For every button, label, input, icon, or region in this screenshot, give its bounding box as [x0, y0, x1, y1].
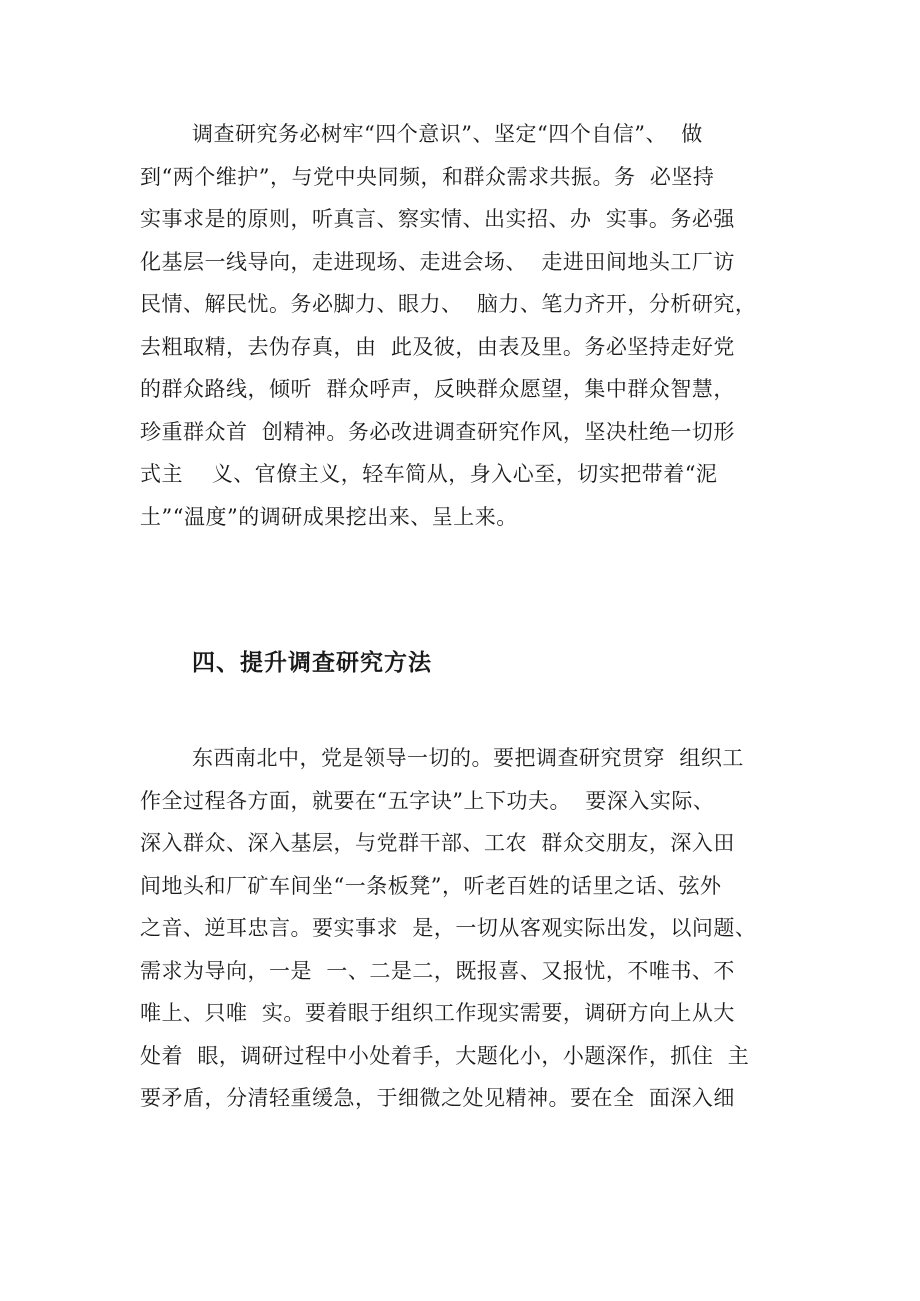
paragraph-line: 之音、逆耳忠言。要实事求 是，一切从客观实际出发，以问题、 [140, 916, 757, 940]
paragraph-line: 珍重群众首 创精神。务必改进调查研究作风，坚决杜绝一切形 [140, 419, 735, 444]
paragraph-line: 间地头和厂矿车间坐“一条板凳”，听老百姓的话里之话、弦外 [140, 873, 722, 898]
paragraph-line: 调查研究务必树牢“四个意识”、坚定“四个自信”、 做 [192, 122, 703, 146]
section-heading: 四、提升调查研究方法 [192, 650, 432, 676]
paragraph-line: 的群众路线，倾听 群众呼声，反映群众愿望，集中群众智慧， [140, 377, 735, 401]
paragraph-line: 深入群众、深入基层，与党群干部、工农 群众交朋友，深入田 [140, 831, 735, 855]
paragraph-line: 到“两个维护”，与党中央同频，和群众需求共振。务 必坚持 [140, 164, 715, 189]
paragraph-line: 去粗取精，去伪存真，由 此及彼，由表及里。务必坚持走好党 [140, 334, 735, 359]
paragraph-line: 实事求是的原则，听真言、察实情、出实招、办 实事。务必强 [140, 207, 735, 231]
paragraph-line: 处着 眼，调研过程中小处着手，大题化小，小题深作，抓住 主 [140, 1043, 750, 1068]
paragraph-line: 需求为导向，一是 一、二是二，既报喜、又报忧，不唯书、不 [140, 958, 735, 983]
paragraph-1 [140, 113, 810, 538]
paragraph-line: 式主 义、官僚主义，轻车简从，身入心至，切实把带着“泥 [140, 462, 718, 486]
paragraph-line: 化基层一线导向，走进现场、走进会场、 走进田间地头工厂访 [140, 249, 735, 274]
paragraph-line: 民情、解民忧。务必脚力、眼力、 脑力、笔力齐开，分析研究， [140, 292, 757, 316]
paragraph-line: 唯上、只唯 实。要着眼于组织工作现实需要，调研方向上从大 [140, 1001, 735, 1025]
paragraph-line: 要矛盾，分清轻重缓急，于细微之处见精神。要在全 面深入细 [140, 1086, 735, 1110]
paragraph-line: 土”“温度”的调研成果挖出来、呈上来。 [140, 504, 518, 529]
paragraph-line: 作全过程各方面，就要在“五字诀”上下功夫。 要深入实际、 [140, 788, 715, 813]
paragraph-line: 东西南北中，党是领导一切的。要把调查研究贯穿 组织工 [192, 746, 744, 770]
paragraph-2 [140, 737, 810, 1120]
